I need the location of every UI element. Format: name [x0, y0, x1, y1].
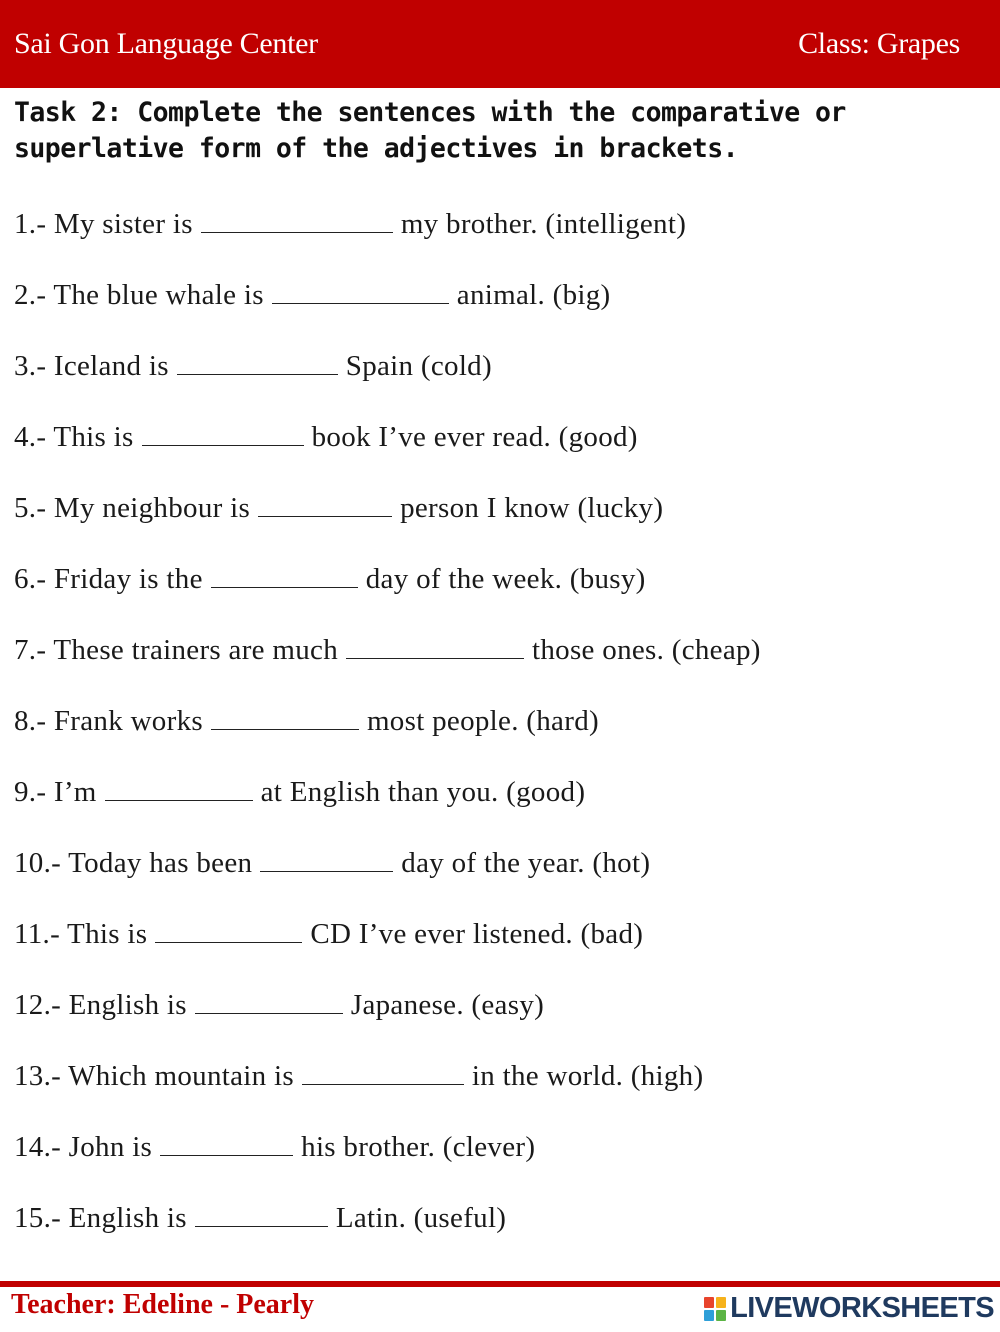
question-12	[14, 985, 544, 1025]
question-text: in the world. (high)	[471, 1060, 704, 1092]
question-text: 4.- This is	[14, 421, 134, 453]
question-5	[14, 488, 663, 528]
answer-blank[interactable]	[272, 281, 449, 304]
question-text: 9.- I’m	[14, 776, 97, 808]
question-2	[14, 275, 610, 315]
question-text: 3.- Iceland is	[14, 350, 169, 382]
question-text: Spain (cold)	[345, 350, 492, 382]
answer-blank[interactable]	[258, 494, 392, 517]
question-10	[14, 843, 650, 883]
answer-blank[interactable]	[160, 1133, 293, 1156]
question-text: day of the week. (busy)	[365, 563, 646, 595]
question-14	[14, 1127, 535, 1167]
question-15	[14, 1198, 506, 1238]
liveworksheets-brand[interactable]	[704, 1292, 994, 1325]
question-13	[14, 1056, 703, 1096]
answer-blank[interactable]	[142, 423, 304, 446]
question-text: animal. (big)	[456, 279, 611, 311]
answer-blank[interactable]	[201, 210, 393, 233]
question-text: person I know (lucky)	[400, 492, 664, 524]
question-text: 11.- This is	[14, 918, 148, 950]
class-label: Class: Grapes	[798, 27, 960, 60]
answer-blank[interactable]	[211, 707, 359, 730]
question-text: 15.- English is	[14, 1202, 187, 1234]
question-text: those ones. (cheap)	[532, 634, 761, 666]
question-text: Latin. (useful)	[335, 1202, 507, 1234]
question-text: 12.- English is	[14, 989, 187, 1021]
question-text: 2.- The blue whale is	[14, 279, 264, 311]
question-7	[14, 630, 761, 670]
answer-blank[interactable]	[195, 991, 343, 1014]
task-instruction: Task 2: Complete the sentences with the comparative or superlative form of the adjectives in brackets.	[14, 97, 846, 164]
question-text: my brother. (intelligent)	[400, 208, 687, 240]
question-text: Japanese. (easy)	[350, 989, 545, 1021]
answer-blank[interactable]	[302, 1062, 464, 1085]
question-11	[14, 914, 643, 954]
question-8	[14, 701, 599, 741]
question-3	[14, 346, 492, 386]
question-text: at English than you. (good)	[260, 776, 586, 808]
question-text: 14.- John is	[14, 1131, 153, 1163]
question-text: day of the year. (hot)	[401, 847, 651, 879]
question-text: 1.- My sister is	[14, 208, 193, 240]
brand-name: LIVEWORKSHEETS	[730, 1292, 994, 1324]
center-name: Sai Gon Language Center	[14, 27, 318, 60]
question-text: 13.- Which mountain is	[14, 1060, 294, 1092]
question-6	[14, 559, 646, 599]
footer-divider	[0, 1281, 1000, 1287]
answer-blank[interactable]	[155, 920, 302, 943]
question-text: most people. (hard)	[366, 705, 599, 737]
question-text: book I’ve ever read. (good)	[311, 421, 638, 453]
question-text: 8.- Frank works	[14, 705, 203, 737]
question-text: 5.- My neighbour is	[14, 492, 251, 524]
answer-blank[interactable]	[105, 778, 253, 801]
question-text: CD I’ve ever listened. (bad)	[310, 918, 644, 950]
header-bar	[0, 0, 1000, 88]
question-text: 7.- These trainers are much	[14, 634, 339, 666]
question-9	[14, 772, 585, 812]
question-1	[14, 204, 686, 244]
answer-blank[interactable]	[195, 1204, 328, 1227]
answer-blank[interactable]	[177, 352, 338, 375]
question-text: 6.- Friday is the	[14, 563, 203, 595]
liveworksheets-logo-icon	[704, 1297, 726, 1321]
answer-blank[interactable]	[211, 565, 358, 588]
question-4	[14, 417, 638, 457]
answer-blank[interactable]	[346, 636, 524, 659]
answer-blank[interactable]	[260, 849, 393, 872]
teacher-name: Teacher: Edeline - Pearly	[11, 1289, 315, 1320]
question-text: 10.- Today has been	[14, 847, 253, 879]
question-text: his brother. (clever)	[301, 1131, 536, 1163]
